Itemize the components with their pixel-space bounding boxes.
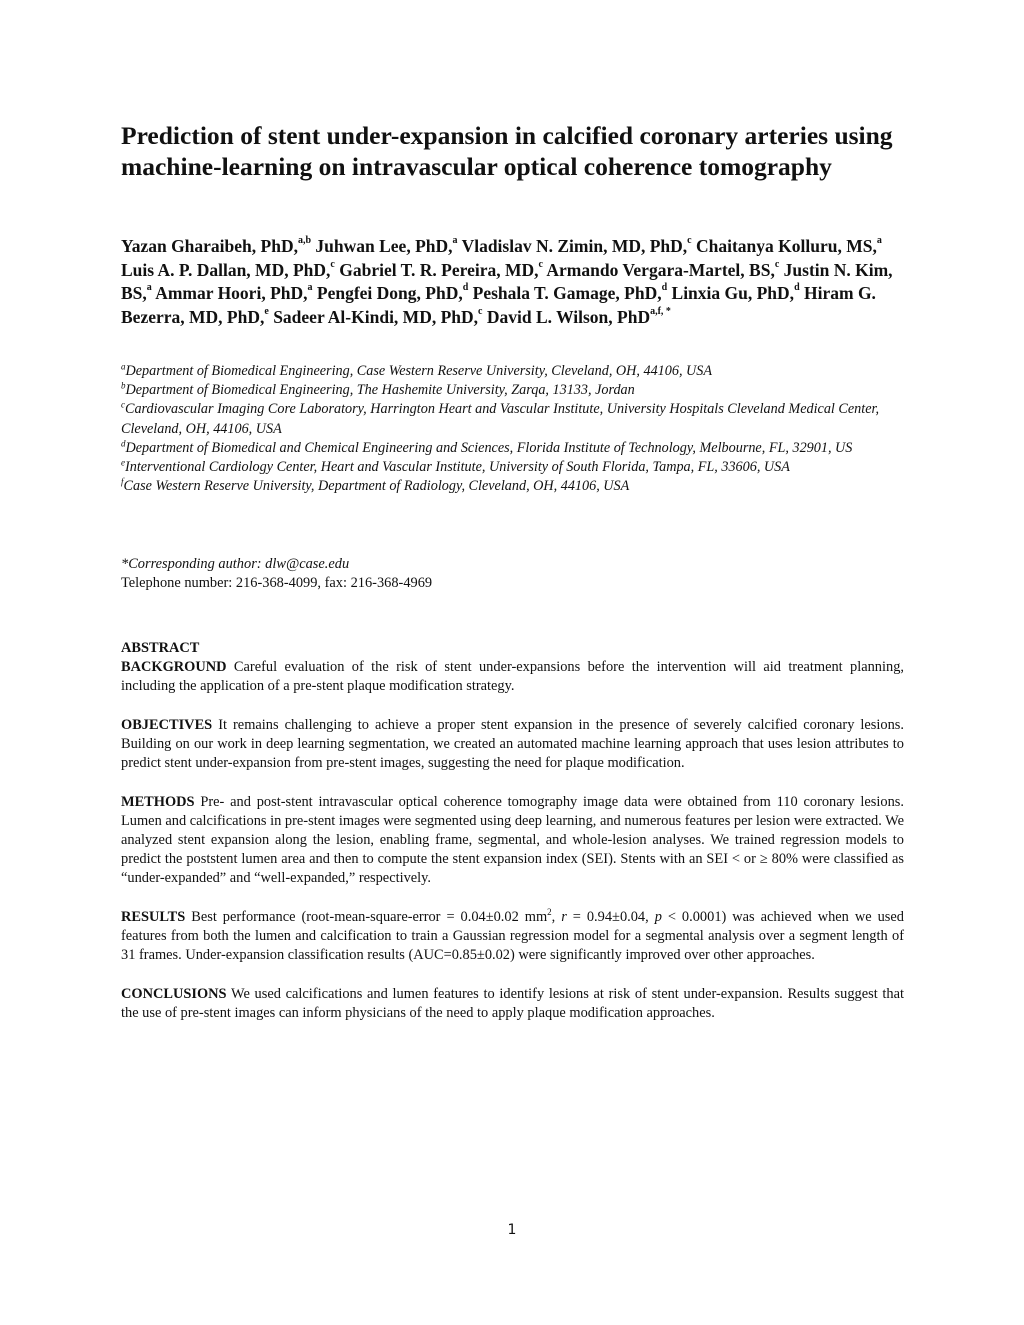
section-text: Best performance (root-mean-square-error = 0.04±0.02 mm <box>185 908 548 925</box>
corresponding-author-block <box>121 555 911 593</box>
author-affil-mark: d <box>462 282 469 294</box>
section-text: It remains challenging to achieve a proper stent expansion in the presence of severely calcified coronary lesions. Building on our work in deep learning segmentation, we created an automated machine learning approach that uses lesion attributes to predict stent under-expansion from pre-stent images, suggesting the need for plaque modification. <box>121 716 904 772</box>
author-name: Hiram G. Bezerra, MD, PhD, <box>121 283 876 327</box>
affiliation <box>121 381 911 400</box>
author-affil-mark: d <box>661 282 668 294</box>
affiliation <box>121 477 911 496</box>
author-affil-mark: d <box>794 282 800 294</box>
author-affil-mark: a <box>452 235 458 247</box>
variable-r: r <box>561 908 567 925</box>
abstract <box>121 639 904 1042</box>
author-name: Sadeer Al-Kindi, MD, PhD, <box>273 306 479 327</box>
affiliation-key: b <box>121 380 126 391</box>
author-affil-mark: a,f, * <box>650 305 671 317</box>
affiliation <box>121 458 911 477</box>
section-text: , <box>551 908 562 925</box>
author-name: Ammar Hoori, PhD, <box>155 283 308 304</box>
section-head: RESULTS <box>121 908 186 925</box>
author-list <box>121 235 911 329</box>
section-text: Careful evaluation of the risk of stent under-expansions before the intervention will aid treatment planning, including the application of a pre-stent plaque modification strategy. <box>121 659 904 695</box>
affiliation-key: d <box>121 438 126 449</box>
affiliation-key: f <box>121 476 124 487</box>
author-affil-mark: a <box>307 282 313 294</box>
author-affil-mark: c <box>330 258 335 270</box>
section-head: BACKGROUND <box>121 659 227 676</box>
author-affil-mark: a,b <box>297 235 312 247</box>
author-name: Luis A. P. Dallan, MD, PhD, <box>121 259 331 280</box>
author-name: Juhwan Lee, PhD, <box>315 236 453 256</box>
variable-p: p <box>654 908 662 925</box>
affiliation <box>121 362 911 381</box>
affiliation-text: Cardiovascular Imaging Core Laboratory, Harrington Heart and Vascular Institute, University Hospitals Cleveland Medical Center, Cleveland, OH, 44106, USA <box>121 401 879 437</box>
affiliation-text: Case Western Reserve University, Department of Radiology, Cleveland, OH, 44106, USA <box>123 478 630 495</box>
affiliation-key: a <box>121 361 126 372</box>
author-name: Justin N. Kim, BS, <box>121 259 893 304</box>
author-name: Pengfei Dong, PhD, <box>316 283 463 304</box>
section-head: CONCLUSIONS <box>121 985 227 1002</box>
affiliation-key: e <box>121 457 125 468</box>
section-text: Pre- and post-stent intravascular optical coherence tomography image data were obtained from 110 coronary lesions. Lumen and calcifications in pre-stent images were segmented using deep learning, and numerous features per lesion were extracted. We analyzed stent expansion along the lesion, enabling frame, segmental, and whole-lesion analyses. We trained regression models to predict the poststent lumen area and then to compute the stent expansion index (SEI). Stents with an SEI < or ≥ 80% were classified as “under-expanded” and “well-expanded,” respectively. <box>121 793 904 887</box>
author-affil-mark: c <box>538 258 543 270</box>
author-affil-mark: c <box>774 258 780 270</box>
abstract-objectives <box>121 716 904 774</box>
abstract-background <box>121 658 904 696</box>
affiliation-list <box>121 362 911 496</box>
section-head: OBJECTIVES <box>121 716 213 733</box>
section-head: METHODS <box>121 793 195 810</box>
corresponding-author: *Corresponding author: dlw@case.edu <box>121 556 350 572</box>
author-name: Linxia Gu, PhD, <box>671 283 795 304</box>
author-name: Chaitanya Kolluru, MS, <box>695 236 877 256</box>
author-affil-mark: a <box>876 235 882 247</box>
affiliation-text: Department of Biomedical and Chemical Engineering and Sciences, Florida Institute of Technology, Melbourne, FL, 32901, US <box>125 439 853 456</box>
section-text: = 0.94±0.04, <box>566 908 655 925</box>
author-affil-mark: c <box>478 305 483 317</box>
author-name: David L. Wilson, PhD <box>486 306 651 327</box>
abstract-methods <box>121 793 904 889</box>
paper-title: Prediction of stent under-expansion in calcified coronary arteries using machine-learning on intravascular optical coherence tomography <box>121 121 893 181</box>
affiliation <box>121 400 911 438</box>
author-affil-mark: a <box>146 282 152 294</box>
abstract-heading: ABSTRACT <box>121 640 200 656</box>
affiliation <box>121 439 911 458</box>
section-text: < 0.0001) was achieved when we used features from both the lumen and calcification to train a Gaussian regression model for a segmental analysis over a segment length of 31 frames. Under-expansion classification results (AUC=0.85±0.02) were significantly improved over other approaches. <box>121 908 904 964</box>
section-text: We used calcifications and lumen features to identify lesions at risk of stent under-expansion. Results suggest that the use of pre-stent images can inform physicians of the need to apply plaque modification approaches. <box>121 985 904 1021</box>
author-affil-mark: e <box>264 305 269 317</box>
affiliation-text: Department of Biomedical Engineering, The Hashemite University, Zarqa, 13133, Jordan <box>125 382 635 399</box>
author-name: Yazan Gharaibeh, PhD, <box>121 236 298 256</box>
author-name: Armando Vergara-Martel, BS, <box>546 259 775 280</box>
abstract-results <box>121 908 904 966</box>
page-number: 1 <box>507 1222 517 1238</box>
superscript: 2 <box>547 907 552 917</box>
author-affil-mark: c <box>687 235 692 247</box>
author-name: Peshala T. Gamage, PhD, <box>472 283 662 304</box>
affiliation-text: Department of Biomedical Engineering, Case Western Reserve University, Cleveland, OH, 44106, USA <box>125 363 713 379</box>
abstract-conclusions <box>121 985 904 1023</box>
affiliation-key: c <box>121 399 125 410</box>
affiliation-text: Interventional Cardiology Center, Heart and Vascular Institute, University of South Florida, Tampa, FL, 33606, USA <box>125 459 790 476</box>
author-name: Vladislav N. Zimin, MD, PhD, <box>461 236 688 256</box>
contact-phone: Telephone number: 216-368-4099, fax: 216-368-4969 <box>121 575 433 592</box>
author-name: Gabriel T. R. Pereira, MD, <box>339 259 539 280</box>
